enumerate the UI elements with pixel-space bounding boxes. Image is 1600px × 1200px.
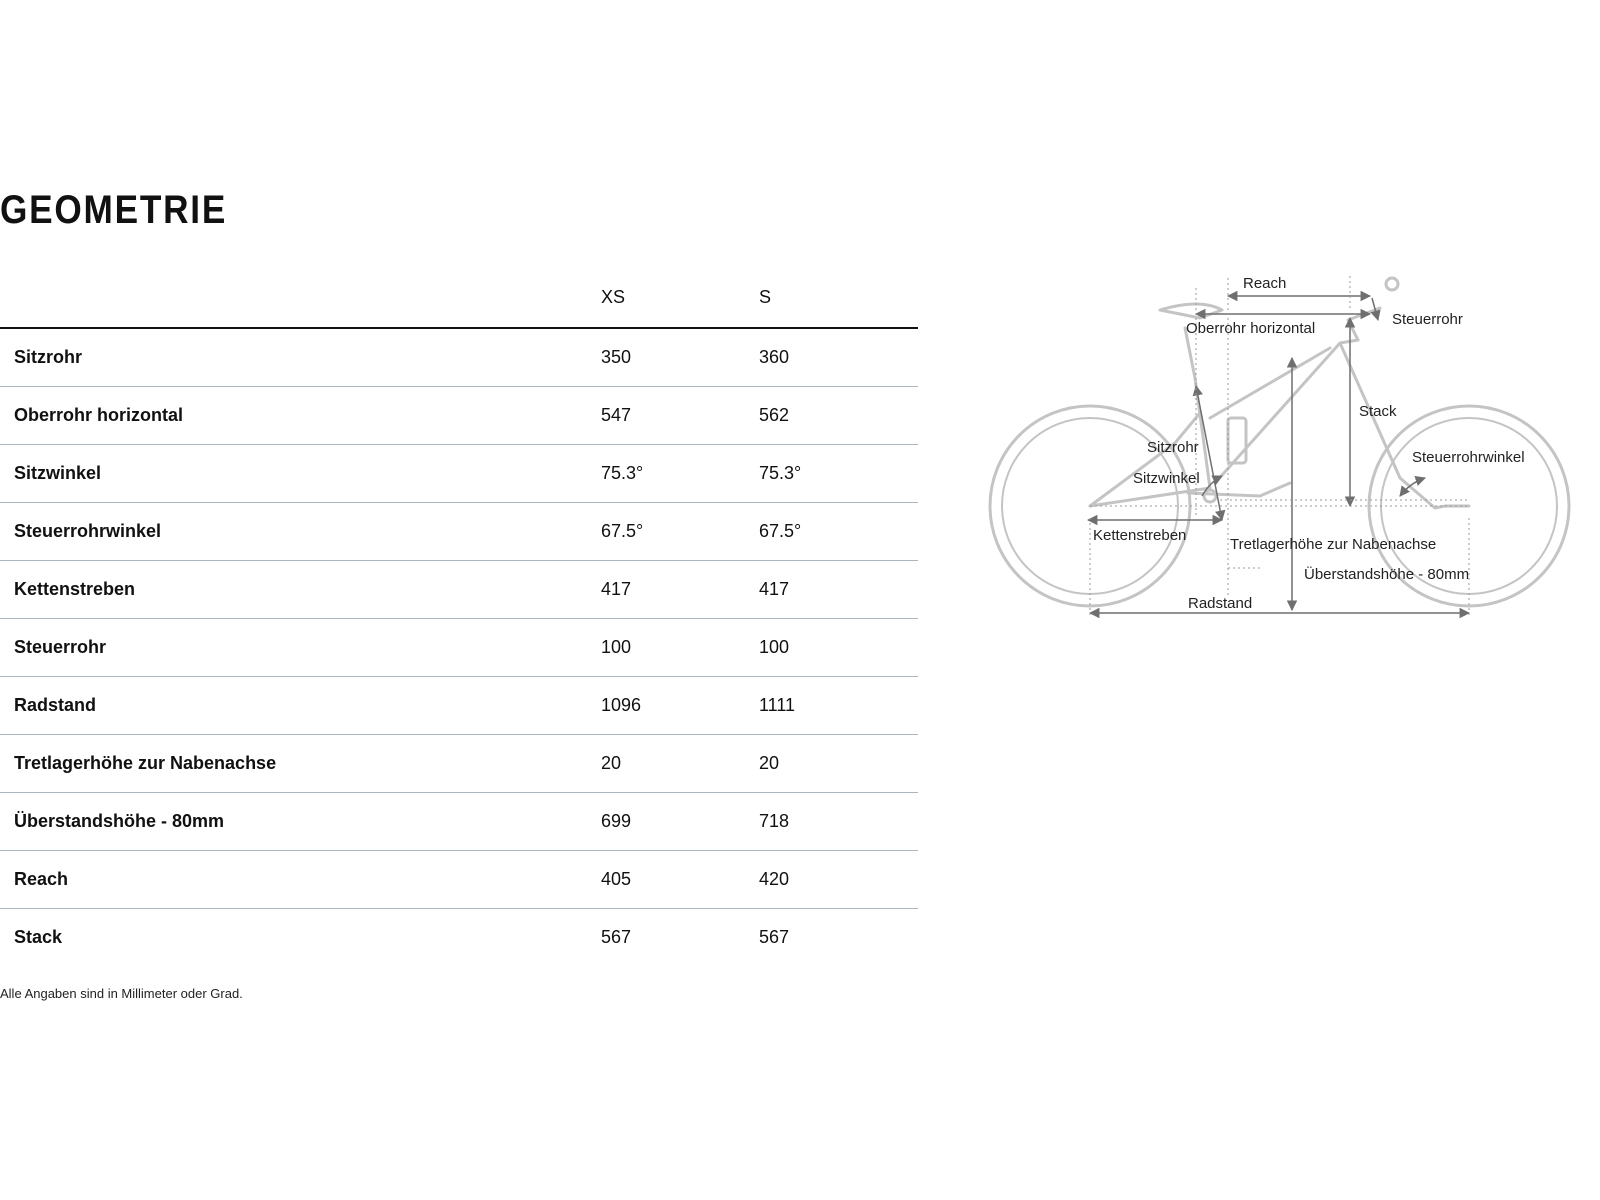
row-label: Kettenstreben [0, 561, 601, 619]
label-sitzwinkel: Sitzwinkel [1133, 470, 1200, 487]
row-label: Überstandshöhe - 80mm [0, 793, 601, 851]
table-header-row [0, 268, 918, 328]
label-oberrohr-horizontal: Oberrohr horizontal [1186, 320, 1316, 337]
column-header-xs: XS [601, 268, 759, 328]
cell-s: 718 [759, 793, 918, 851]
row-label: Radstand [0, 677, 601, 735]
cell-xs: 20 [601, 735, 759, 793]
cell-xs: 100 [601, 619, 759, 677]
cell-xs: 67.5° [601, 503, 759, 561]
cell-xs: 1096 [601, 677, 759, 735]
table-row [0, 328, 918, 387]
cell-xs: 567 [601, 927, 632, 947]
table-row [0, 677, 918, 735]
table-row [0, 445, 918, 503]
cell-xs: 417 [601, 561, 759, 619]
column-header-s: S [759, 268, 918, 328]
row-label: Reach [0, 851, 601, 909]
row-label: Stack [14, 927, 63, 947]
cell-s: 567 [759, 927, 790, 947]
table-row [0, 387, 918, 445]
cell-xs: 75.3° [601, 445, 759, 503]
label-kettenstreben: Kettenstreben [1093, 527, 1187, 544]
table-row [0, 909, 918, 967]
bike-geometry-diagram [960, 268, 1600, 638]
cell-s: 360 [759, 328, 918, 387]
label-steuerrohrwinkel: Steuerrohrwinkel [1412, 449, 1525, 466]
cell-s: 420 [759, 851, 918, 909]
table-row [0, 735, 918, 793]
table-row [0, 503, 918, 561]
cell-s: 417 [759, 561, 918, 619]
row-label: Sitzrohr [0, 328, 601, 387]
table-row [0, 851, 918, 909]
cell-s: 1111 [759, 677, 918, 735]
cell-s: 67.5° [759, 503, 918, 561]
table-row [0, 619, 918, 677]
label-stack: Stack [1359, 403, 1397, 420]
cell-xs: 699 [601, 793, 759, 851]
row-label: Sitzwinkel [0, 445, 601, 503]
footnote: Alle Angaben sind in Millimeter oder Grad. [0, 986, 243, 1001]
row-label: Tretlagerhöhe zur Nabenachse [0, 735, 601, 793]
cell-xs: 350 [601, 328, 759, 387]
label-sitzrohr: Sitzrohr [1147, 439, 1199, 456]
label-tretlagerhoehe: Tretlagerhöhe zur Nabenachse [1230, 536, 1437, 553]
column-header-label [0, 268, 601, 328]
cell-xs: 547 [601, 387, 759, 445]
label-radstand: Radstand [1188, 595, 1253, 612]
label-steuerrohr: Steuerrohr [1392, 311, 1463, 328]
row-label: Oberrohr horizontal [0, 387, 601, 445]
row-label: Steuerrohr [0, 619, 601, 677]
cell-s: 100 [759, 619, 918, 677]
cell-s: 20 [759, 735, 918, 793]
cell-xs: 405 [601, 851, 759, 909]
row-label: Steuerrohrwinkel [0, 503, 601, 561]
table-row [0, 793, 918, 851]
geometry-table [0, 268, 918, 966]
cell-s: 75.3° [759, 445, 918, 503]
label-reach: Reach [1243, 275, 1287, 292]
table-row [0, 561, 918, 619]
label-ueberstandshoehe: Überstandshöhe - 80mm [1304, 566, 1470, 583]
page-title: GEOMETRIE [0, 188, 228, 232]
bike-diagram-svg [960, 268, 1600, 638]
cell-s: 562 [759, 387, 918, 445]
